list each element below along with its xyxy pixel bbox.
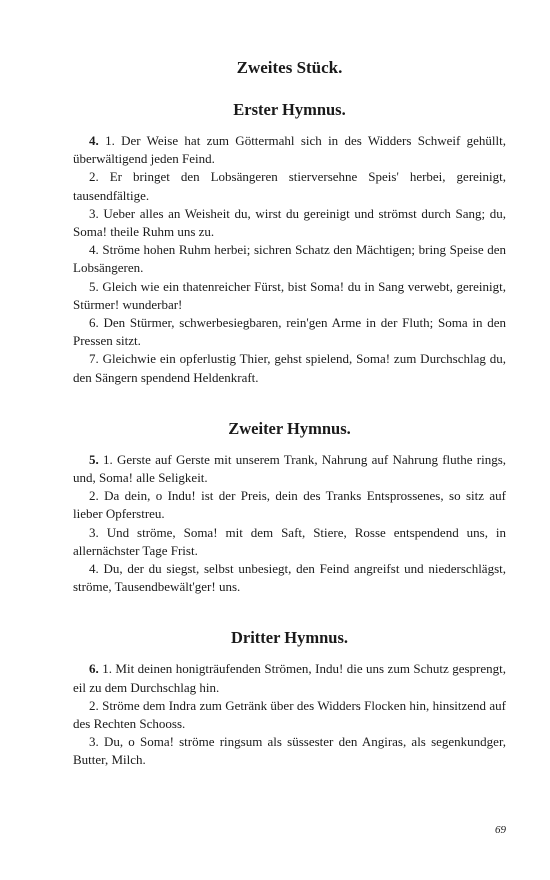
verse: 2. Er bringet den Lobsängeren stierversehne Speis' herbei, gereinigt, tausendfältige. (73, 169, 506, 203)
verse: 4. Ströme hohen Ruhm herbei; sichren Schatz den Mächtigen; bring Speise den Lobsängeren. (73, 242, 506, 276)
section-title: Zweites Stück. (236, 58, 343, 77)
verse: 2. Ströme dem Indra zum Getränk über des Widders Flocken hin, hinsitzend auf des Rechten Schooss. (73, 697, 506, 732)
verse: 3. Und ströme, Soma! mit dem Saft, Stiere, Rosse entspendend uns, in allernächster Tage Frist. (73, 524, 506, 558)
hymn-number: 4. (89, 133, 99, 148)
verse: 4. Du, der du siegst, selbst unbesiegt, den Feind angreifst und niederschlägst, ströme, Tausendbewält'ger! uns. (73, 561, 506, 595)
verse: 6. Den Stürmer, schwerbesiegbaren, rein'gen Arme in der Fluth; Soma in den Pressen sitzt. (73, 315, 506, 349)
hymn-1 (73, 98, 506, 387)
verse-text: 1. Der Weise hat zum Göttermahl sich in des Widders Schweif gehüllt, überwältigend jeden Feind. (73, 133, 506, 167)
verse: 7. Gleichwie ein opferlustig Thier, gehst spielend, Soma! zum Durchschlag du, den Sängern spendend Heldenkraft. (73, 351, 506, 385)
hymn-title: Dritter Hymnus. (230, 628, 348, 648)
verse: 2. Da dein, o Indu! ist der Preis, dein des Tranks Entsprossenes, so sitz auf lieber Opferstreu. (73, 488, 506, 522)
page-body (73, 56, 506, 800)
hymn-3 (73, 626, 506, 769)
verse: 3. Ueber alles an Weisheit du, wirst du gereinigt und strömst durch Sang; du, Soma! theile Ruhm uns zu. (73, 205, 506, 240)
hymn-number: 5. (89, 451, 99, 467)
hymn-2 (73, 417, 506, 597)
verse: 5. Gleich wie ein thatenreicher Fürst, bist Soma! du in Sang verwebt, gereinigt, Stürmer! wunderbar! (73, 278, 506, 312)
page-number: 69 (495, 824, 506, 836)
verse (73, 660, 506, 696)
verse-text: 1. Mit deinen honigträufenden Strömen, Indu! die uns zum Schutz gesprengt, eil zu dem Durchschlag hin. (73, 661, 506, 695)
hymn-title: Zweiter Hymnus. (228, 418, 351, 438)
verse-text: 1. Gerste auf Gerste mit unserem Trank, Nahrung auf Nahrung fluthe rings, und, Soma! alle Seligkeit. (73, 451, 507, 486)
verse (73, 451, 506, 487)
hymn-title: Erster Hymnus. (233, 100, 346, 119)
verse: 3. Du, o Soma! ströme ringsum als süssester den Angiras, als segenkundger, Butter, Milch. (73, 734, 506, 768)
verse (73, 132, 506, 168)
hymn-number: 6. (89, 661, 99, 677)
